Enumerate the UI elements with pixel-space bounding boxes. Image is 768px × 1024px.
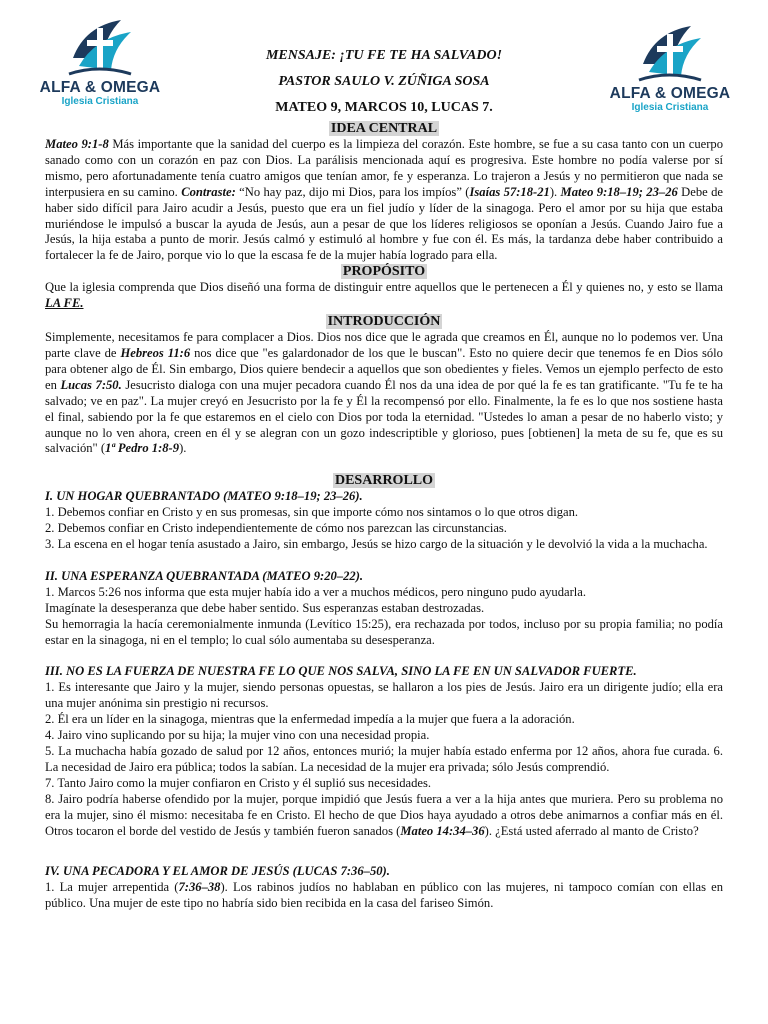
scripture-references: MATEO 9, MARCOS 10, LUCAS 7. (275, 100, 493, 115)
section-1-point: 3. La escena en el hogar tenía asustado a Jairo, sin embargo, Jesús se hizo cargo de la situación y le devolvió la vida a la muchacha. (45, 537, 708, 552)
section-1-point: 2. Debemos confiar en Cristo independientemente de cómo nos parezcan las circunstancias. (45, 521, 507, 536)
section-4-heading: IV. UNA PECADORA Y EL AMOR DE JESÚS (LUCAS 7:36–50). (45, 864, 390, 879)
section-2-point: 1. Marcos 5:26 nos informa que esta mujer había ido a ver a muchos médicos, pero ninguno pudo ayudarla. (45, 584, 587, 599)
section-2-point: Imagínate la desesperanza que debe haber sentido. Sus esperanzas estaban destrozadas. (45, 600, 485, 615)
section-1-point: 1. Debemos confiar en Cristo y en sus promesas, sin que importe cómo nos sintamos o lo que otros digan. (45, 505, 579, 520)
section-3-point: 4. Jairo vino suplicando por su hija; la mujer vino con una necesidad propia. (45, 728, 430, 743)
section-1-heading: I. UN HOGAR QUEBRANTADO (MATEO 9:18–19; 23–26). (45, 489, 363, 504)
introduccion-heading: INTRODUCCIÓN (327, 314, 441, 330)
section-3-point: 2. Él era un líder en la sinagoga, mientras que la enfermedad impedía a la mujer que fuera a la adoración. (45, 712, 575, 727)
logo-subtitle: Iglesia Cristiana (631, 102, 709, 113)
section-3-heading: III. NO ES LA FUERZA DE NUESTRA FE LO QUE NOS SALVA, SINO LA FE EN UN SALVADOR FUERTE. (45, 664, 637, 679)
section-4-point: 1. La mujer arrepentida (7:36–38). Los rabinos judíos no hablaban en público con las mujeres, ni tampoco comían con ellas en público. Una mujer de este tipo no habría sido bien recibida en la casa del fariseo Simón. (45, 880, 724, 911)
logo-name: ALFA & OMEGA (609, 85, 731, 102)
section-3-point: 1. Es interesante que Jairo y la mujer, siendo personas opuestas, se hallaron a los pies de Jesús. Jairo era un dirigente judío; ella era una mujer anónima sin prestigio ni recursos. (45, 680, 723, 711)
section-3-point: 7. Tanto Jairo como la mujer confiaron en Cristo y él suplió sus necesidades. (45, 775, 432, 790)
idea-central-heading: IDEA CENTRAL (330, 121, 438, 136)
document-body (45, 121, 723, 912)
desarrollo-heading: DESARROLLO (334, 473, 434, 489)
logo-name: ALFA & OMEGA (39, 79, 161, 96)
section-3-point: 8. Jairo podría haberse ofendido por la mujer, porque impidió que Jesús fuera a ver a la hija antes que muriera. Pero su problema no era la mujer, sino él mismo: necesitaba fe en Cristo. El hecho de que Dios haya ayudado a otros debe animarnos a confiar más en él. Otros tocaron el borde del vestido de Jesús y también fueron sanados (Mateo 14:34–36). ¿Está usted aferrado al manto de Cristo? (45, 791, 723, 838)
section-2-point: Su hemorragia la hacía ceremonialmente inmunda (Levítico 15:25), era rechazada por todos, incluso por su propia familia; no podía estar en la sinagoga, ni en el templo; lo cual sólo aumentaba su desesperanza. (45, 616, 723, 647)
pastor-name: PASTOR SAULO V. ZÚÑIGA SOSA (278, 74, 490, 89)
introduccion-paragraph: Simplemente, necesitamos fe para complacer a Dios. Dios nos dice que le agrada que creamos en Él, aunque no lo podemos ver. Una parte clave de Hebreos 11:6 nos dice que "es galardonador de los que le buscan". Esto no quiere decir que tenemos fe en Dios sólo para obtener algo de Él. Sin embargo, Dios quiere bendecir a aquellos que son obedientes y fieles. Vemos un ejemplo perfecto de esto en Lucas 7:50. Jesucristo dialoga con una mujer pecadora cuando Él nos da una idea de por qué la fe es tan gratificante. "Tu fe te ha salvado; ve en paz". La mujer creyó en Jesucristo por la fe y Él la recompensó por ello. Finalmente, la fe es lo que nos sostiene hasta el final, sabiendo por la fe que estaremos en el cielo con Dios por toda la eternidad. "Ustedes lo aman a pesar de no haberlo visto; y aunque no lo ven ahora, creen en él y se alegran con un gozo indescriptible y glorioso, pues [obtienen] la meta de su fe, que es su salvación" (1ª Pedro 1:8-9). (45, 330, 723, 456)
proposito-heading: PROPÓSITO (342, 264, 426, 280)
section-3-point: 5. La muchacha había gozado de salud por 12 años, entonces murió; la mujer había estado enferma por 12 años, ahora fue curada. 6. La necesidad de Jairo era pública; todos la sabían. La necesidad de la mujer era privada; sólo Jesús comprendió. (45, 744, 723, 774)
proposito-paragraph: Que la iglesia comprenda que Dios diseñó una forma de distinguir entre aquellos que le pertenecen a Él y quienes no, y esto se llama LA FE. (45, 280, 723, 311)
logo-subtitle: Iglesia Cristiana (61, 96, 139, 107)
idea-central-paragraph: Mateo 9:1-8 Más importante que la sanidad del cuerpo es la limpieza del corazón. Este hombre, se fue a su casa tanto con un cuerpo sanado como con un corazón en paz con Dios. La parálisis mencionada aquí es progresiva. Este hombre no podía valerse por sí mismo, pero afortunadamente tenía cuatro amigos que tenían amor, fe y esperanza. Lo trajeron a Jesús y no permitieron que nada se interpusiera en su camino. Contraste: “No hay paz, dijo mi Dios, para los impíos” (Isaías 57:18-21). Mateo 9:18–19; 23–26 Debe de haber sido difícil para Jairo acudir a Jesús, puesto que era un fiel judío y líder de la sinagoga. Pero el amor por su hija que estaba muriéndose le impulsó a buscar la ayuda de Jesús, aun a pesar de que los líderes religiosos se oponían a Jesús. Cuando Jairo fue a Jesús, la hija estaba a punto de morir. Jesús calmó y estimuló al hombre y fue con él. Es más, la tardanza debe haber contribuido a fortalecer la fe de Jairo, porque vio lo que la escasa fe de la mujer había logrado para ella. (45, 137, 723, 263)
message-title: MENSAJE: ¡TU FE TE HA SALVADO! (265, 48, 503, 63)
section-2-heading: II. UNA ESPERANZA QUEBRANTADA (MATEO 9:20–22). (45, 568, 364, 583)
